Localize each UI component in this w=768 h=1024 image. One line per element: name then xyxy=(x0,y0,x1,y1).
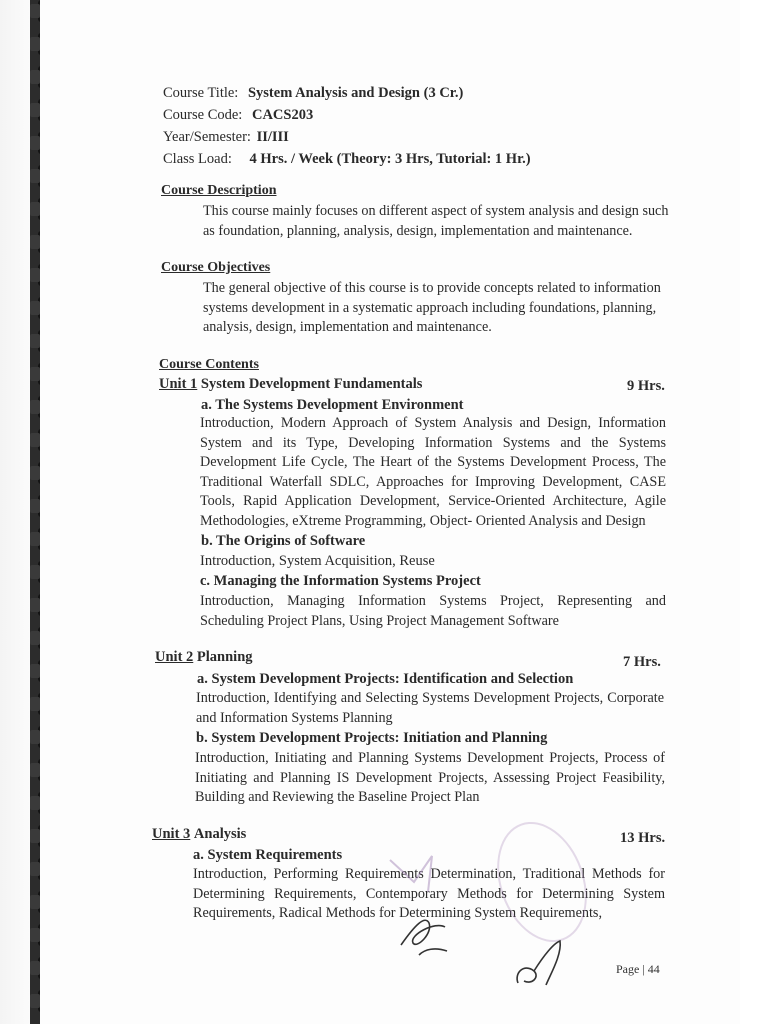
description-text: This course mainly focuses on different aspect of system analysis and design such as foundation, planning, analysis, design, implementation and maintenance. xyxy=(203,203,669,239)
course-title-value: System Analysis and Design (3 Cr.) xyxy=(247,85,464,101)
course-code-row xyxy=(163,106,531,128)
signature-left xyxy=(395,905,455,965)
description-heading: Course Description xyxy=(161,183,277,198)
unit1-b-title: b. The Origins of Software xyxy=(201,533,366,549)
class-load-value: 4 Hrs. / Week (Theory: 3 Hrs, Tutorial: 1 Hr.) xyxy=(249,151,531,167)
course-code-label: Course Code: xyxy=(163,107,243,123)
unit3-title: Analysis xyxy=(193,826,247,842)
unit1-hours: 9 Hrs. xyxy=(627,378,665,394)
contents-heading: Course Contents xyxy=(159,357,259,372)
unit2-hours: 7 Hrs. xyxy=(623,654,661,670)
unit1-heading xyxy=(159,375,422,393)
class-load-label: Class Load: xyxy=(163,151,232,167)
year-semester-value: II/III xyxy=(256,129,289,145)
unit1-c-text: Introduction, Managing Information Systems Project, Representing and Scheduling Project Plans, Using Project Management Software xyxy=(200,593,666,629)
unit1-c-title: c. Managing the Information Systems Project xyxy=(200,573,481,589)
year-semester-row xyxy=(163,128,531,150)
objectives-text: The general objective of this course is to provide concepts related to information systems development in a systematic approach including foundations, planning, analysis, design, implementation and maintenance. xyxy=(203,280,661,335)
unit2-b-title: b. System Development Projects: Initiation and Planning xyxy=(196,730,548,746)
year-semester-label: Year/Semester: xyxy=(163,129,251,145)
course-code-value: CACS203 xyxy=(251,107,314,123)
unit3-a-text: Introduction, Performing Requirements Determination, Traditional Methods for Determining Requirements, Contemporary Methods for Determining System Requirements, Radical Methods for Determining System Requirements, xyxy=(193,866,665,921)
unit3-a-title: a. System Requirements xyxy=(193,847,343,863)
official-stamp xyxy=(481,809,602,954)
unit3-hours: 13 Hrs. xyxy=(620,830,666,846)
unit1-a-title: a. The Systems Development Environment xyxy=(201,397,464,413)
unit3-label: Unit 3 xyxy=(152,826,191,842)
unit2-a-text: Introduction, Identifying and Selecting Systems Development Projects, Corporate and Information Systems Planning xyxy=(196,690,664,726)
unit2-title: Planning xyxy=(196,649,253,665)
course-title-label: Course Title: xyxy=(163,85,239,101)
unit2-heading xyxy=(155,648,253,666)
page-number: Page | 44 xyxy=(616,962,660,976)
course-header xyxy=(163,84,531,172)
objectives-heading: Course Objectives xyxy=(161,260,271,275)
unit1-label: Unit 1 xyxy=(159,376,198,392)
signature-right xyxy=(510,935,580,990)
approval-stamp-mark xyxy=(388,852,448,898)
unit2-b-text: Introduction, Initiating and Planning Systems Development Projects, Process of Initiating and Planning IS Development Projects, Assessing Project Feasibility, Building and Reviewing the Baseline Project Plan xyxy=(195,750,665,805)
unit1-title: System Development Fundamentals xyxy=(200,376,423,392)
unit1-b-text: Introduction, System Acquisition, Reuse xyxy=(200,553,435,569)
document-page xyxy=(40,0,740,1024)
unit1-a-text: Introduction, Modern Approach of System Analysis and Design, Information System and its Type, Developing Information Systems and the Systems Development Life Cycle, The Heart of the Systems Development Process, The Traditional Waterfall SDLC, Approaches for Improving Development, CASE Tools, Rapid Application Development, Service-Oriented Architecture, Agile Methodologies, eXtreme Programming, Object- Oriented Analysis and Design xyxy=(200,415,666,529)
unit2-a-title: a. System Development Projects: Identification and Selection xyxy=(197,671,574,687)
course-title-row xyxy=(163,84,531,106)
class-load-row xyxy=(163,150,531,172)
unit2-label: Unit 2 xyxy=(155,649,194,665)
unit3-heading xyxy=(152,825,246,843)
